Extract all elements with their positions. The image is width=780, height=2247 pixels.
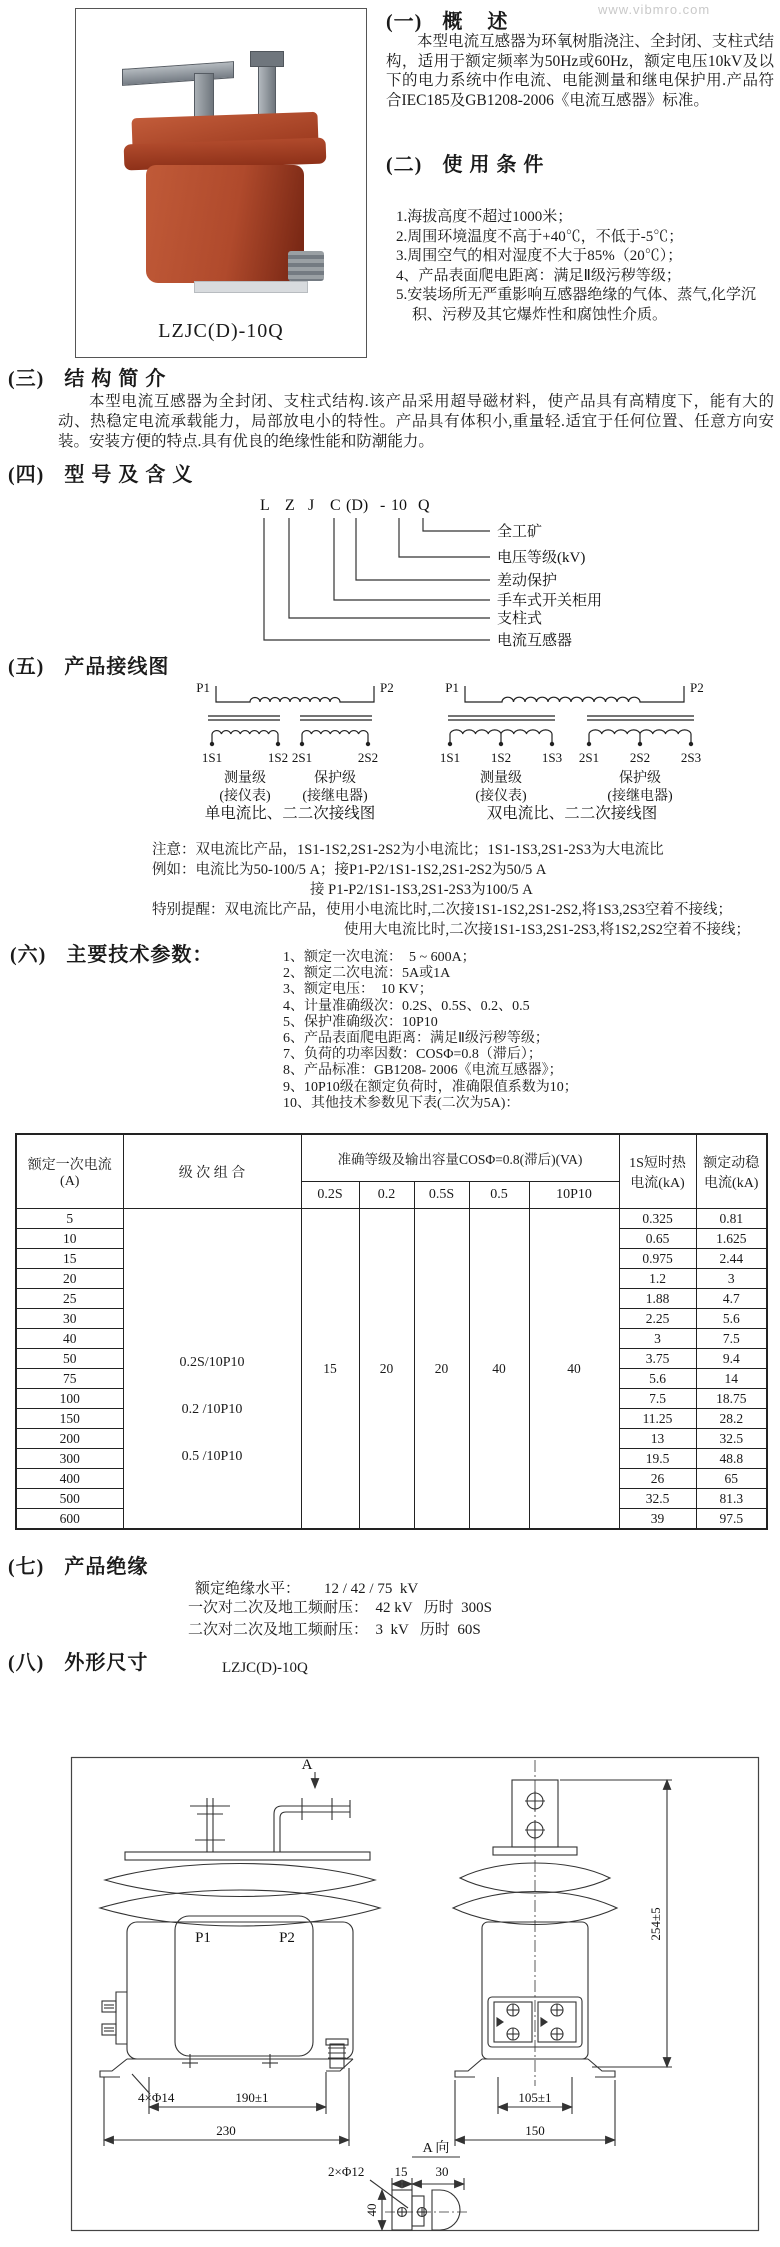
photo-base-plate — [194, 281, 308, 293]
spec-table — [15, 1133, 768, 1530]
cell-dyn: 1.625 — [696, 1229, 767, 1249]
section-dimensions-num: (八) — [8, 1652, 45, 1674]
combo-line: 0.2 /10P10 — [181, 1401, 243, 1417]
section-overview-heading — [386, 5, 508, 34]
section-wiring-num: (五) — [8, 656, 45, 678]
table-header-row — [16, 1134, 767, 1182]
wiring-notes — [152, 840, 778, 940]
combo-line: 0.2S/10P10 — [179, 1354, 245, 1370]
insulation-level-label: 额定绝缘水平： — [195, 1581, 301, 1597]
model-token: L — [260, 497, 270, 514]
measure-sub-label: (接仪表) — [219, 789, 271, 804]
wiring-note: 特别提醒：双电流比产品，使用小电流比时,二次接1S1-1S2,2S1-2S2,将1S3,2S3空着不接线； — [152, 902, 733, 918]
photo-terminal-clamp — [250, 51, 284, 67]
detail-title: A 向 — [422, 2141, 450, 2156]
section-wiring-title: 产品接线图 — [64, 656, 170, 678]
cell-dyn: 81.3 — [696, 1489, 767, 1509]
side-view — [453, 1760, 672, 2146]
cell-dyn: 7.5 — [696, 1329, 767, 1349]
p2-terminal-label: P2 — [279, 1930, 295, 1946]
cell-dyn: 18.75 — [696, 1389, 767, 1409]
wiring-note: 注意：双电流比产品，1S1-1S2,2S1-2S2为小电流比；1S1-1S3,2S1-2S3为大电流比 — [152, 842, 664, 858]
protect-sub-label: (接继电器) — [302, 789, 368, 804]
cell-dyn: 3 — [696, 1269, 767, 1289]
cell-heat: 32.5 — [619, 1489, 696, 1509]
section-model-heading — [8, 458, 193, 487]
wiring-note: 接 P1-P2/1S1-1S3,2S1-2S3为100/5 A — [310, 882, 533, 898]
cell-current: 50 — [16, 1349, 123, 1369]
cell-current: 30 — [16, 1309, 123, 1329]
terminal-label: 1S1 — [439, 750, 461, 765]
terminal-label: 1S2 — [490, 750, 512, 765]
dim-105: 105±1 — [518, 2090, 552, 2105]
insulation-line1: 一次对二次及地工频耐压： 42 kV 历时 300S — [188, 1600, 492, 1616]
terminal-label: 1S3 — [541, 750, 563, 765]
measure-sub-label: (接仪表) — [475, 789, 527, 804]
cell-heat: 2.25 — [619, 1309, 696, 1329]
cell-dyn: 28.2 — [696, 1409, 767, 1429]
cell-capacity: 40 — [469, 1209, 529, 1530]
cell-heat: 7.5 — [619, 1389, 696, 1409]
measure-label: 测量级 — [224, 771, 266, 786]
terminal-label: 2S2 — [357, 750, 379, 765]
header-text: 1S短时热 — [629, 1155, 686, 1171]
cell-heat: 26 — [619, 1469, 696, 1489]
watermark: www.vibmro.com — [598, 2, 711, 17]
dual-ratio-primary — [448, 686, 694, 742]
model-label: 手车式开关柜用 — [497, 593, 603, 609]
photo-caption: LZJC(D)-10Q — [158, 320, 284, 342]
section-structure-num: (三) — [8, 368, 45, 390]
outline-drawing — [70, 1756, 760, 2232]
section-conditions-heading — [386, 148, 544, 177]
wiring-note: 例如：电流比为50-100/5 A；接P1-P2/1S1-1S2,2S1-2S2为50/5 A — [152, 862, 547, 878]
cell-heat: 39 — [619, 1509, 696, 1530]
header-text: (A) — [60, 1173, 80, 1189]
overview-paragraph: 本型电流互感器为环氧树脂浇注、全封闭、支柱式结构，适用于额定频率为50Hz或60Hz，额定电压10kV及以下的电力系统中作电流、电能测量和继电保护用.产品符合IEC185及GB1208-2006《电流互感器》标准。 — [386, 33, 774, 109]
terminal-label: 1S2 — [267, 750, 289, 765]
detail-view-labels — [328, 2140, 449, 2217]
cell-capacity: 15 — [301, 1209, 359, 1530]
header-class: 0.5 — [469, 1182, 529, 1209]
model-token: C — [330, 497, 341, 514]
cell-current: 25 — [16, 1289, 123, 1309]
p1-label: P1 — [196, 680, 210, 695]
param-item: 2、额定二次电流：5A或1A — [283, 966, 451, 982]
cell-heat: 1.88 — [619, 1289, 696, 1309]
condition-item: 4、产品表面爬电距离：满足Ⅱ级污秽等级； — [396, 267, 681, 284]
cell-current: 100 — [16, 1389, 123, 1409]
model-token: Q — [418, 497, 430, 514]
header-class: 0.5S — [414, 1182, 469, 1209]
param-item: 8、产品标准：GB1208- 2006《电流互感器》； — [283, 1063, 563, 1079]
product-photo-box — [75, 8, 367, 358]
param-item: 6、产品表面爬电距离：满足Ⅱ级污秽等级； — [283, 1031, 549, 1047]
protect-label: 保护级 — [314, 771, 356, 786]
model-token: (D) — [346, 497, 369, 514]
section-overview-num: (一) — [386, 11, 423, 33]
header-rated-dynamic — [696, 1134, 767, 1209]
cell-heat: 3.75 — [619, 1349, 696, 1369]
cell-dyn: 0.81 — [696, 1209, 767, 1229]
cell-heat: 19.5 — [619, 1449, 696, 1469]
dual-ratio-labels — [440, 680, 704, 822]
model-code-diagram — [250, 494, 780, 654]
header-text: 额定一次电流 — [27, 1157, 112, 1173]
cell-current: 150 — [16, 1409, 123, 1429]
condition-item: 3.周围空气的相对湿度不大于85%（20℃）； — [396, 248, 683, 265]
model-label: 支柱式 — [497, 611, 543, 627]
cell-current: 200 — [16, 1429, 123, 1449]
model-code-tokens — [260, 497, 430, 514]
model-token: Z — [285, 497, 295, 514]
param-item: 4、计量准确级次：0.2S、0.5S、0.2、0.5 — [283, 998, 530, 1014]
condition-item: 5.安装场所无严重影响互感器绝缘的气体、蒸气,化学沉积、污秽及其它爆炸性和腐蚀性介质。 — [396, 287, 757, 323]
cell-dyn: 97.5 — [696, 1509, 767, 1530]
param-item: 10、其他技术参数见下表(二次为5A)： — [283, 1095, 520, 1111]
model-label: 电流互感器 — [497, 633, 573, 649]
single-ratio-terminal-dots — [210, 742, 370, 746]
cell-dyn: 5.6 — [696, 1309, 767, 1329]
section-structure-title: 结 构 简 介 — [64, 368, 167, 390]
cell-dyn: 4.7 — [696, 1289, 767, 1309]
p1-terminal-label: P1 — [195, 1930, 211, 1946]
cell-heat: 3 — [619, 1329, 696, 1349]
model-token: - — [380, 497, 386, 514]
cell-capacity: 20 — [359, 1209, 414, 1530]
p2-label: P2 — [380, 680, 394, 695]
model-label: 全工矿 — [497, 524, 543, 540]
front-view-labels — [138, 1757, 313, 2138]
cell-dyn: 48.8 — [696, 1449, 767, 1469]
params-list — [283, 950, 773, 1112]
protect-label: 保护级 — [619, 771, 661, 786]
dim-230: 230 — [216, 2123, 236, 2138]
conditions-list — [396, 208, 774, 326]
table-row — [16, 1209, 767, 1229]
cell-current: 10 — [16, 1229, 123, 1249]
terminal-label: 2S3 — [680, 750, 702, 765]
section-insulation-heading — [8, 1550, 148, 1579]
cell-heat: 5.6 — [619, 1369, 696, 1389]
photo-bottom-hardware — [288, 251, 324, 281]
header-text: 电流(kA) — [630, 1175, 685, 1191]
cell-dyn: 65 — [696, 1469, 767, 1489]
cell-heat: 1.2 — [619, 1269, 696, 1289]
terminal-label: 2S2 — [629, 750, 651, 765]
header-class: 0.2 — [359, 1182, 414, 1209]
wiring-note: 使用大电流比时,二次接1S1-1S3,2S1-2S3,将1S2,2S2空着不接线； — [344, 922, 751, 938]
section-insulation-num: (七) — [8, 1556, 45, 1578]
cell-heat: 0.325 — [619, 1209, 696, 1229]
cell-heat: 0.65 — [619, 1229, 696, 1249]
cell-current: 300 — [16, 1449, 123, 1469]
section-insulation-title: 产品绝缘 — [64, 1556, 149, 1578]
dim-15: 15 — [394, 2164, 408, 2179]
condition-item: 1.海拔高度不超过1000米； — [396, 209, 573, 225]
dim-190: 190±1 — [235, 2090, 269, 2105]
model-token: J — [308, 497, 315, 514]
cell-dyn: 14 — [696, 1369, 767, 1389]
cell-current: 75 — [16, 1369, 123, 1389]
measure-label: 测量级 — [480, 771, 522, 786]
dimensions-model-label: LZJC(D)-10Q — [222, 1660, 308, 1676]
section-params-heading — [10, 938, 213, 967]
section-overview-title: 概 述 — [442, 11, 509, 33]
section-dimensions-title: 外形尺寸 — [64, 1652, 149, 1674]
cell-current: 500 — [16, 1489, 123, 1509]
p1-label: P1 — [445, 680, 459, 695]
section-conditions-num: (二) — [386, 154, 423, 176]
param-item: 9、10P10级在额定负荷时，准确限值系数为10； — [283, 1079, 578, 1095]
single-ratio-caption: 单电流比、二二次接线图 — [204, 805, 376, 822]
model-label: 差动保护 — [497, 573, 558, 589]
dim-holes-front: 4×Φ14 — [138, 2090, 175, 2105]
cell-capacity: 40 — [529, 1209, 619, 1530]
detail-view — [370, 2157, 470, 2230]
photo-body — [146, 165, 304, 283]
model-token: 10 — [391, 497, 407, 514]
insulation-level-value: 12 / 42 / 75 kV — [324, 1581, 419, 1597]
header-class: 10P10 — [529, 1182, 619, 1209]
single-ratio-primary — [208, 686, 374, 742]
section-wiring-heading — [8, 650, 169, 679]
cell-current: 15 — [16, 1249, 123, 1269]
cell-current: 600 — [16, 1509, 123, 1530]
header-class: 0.2S — [301, 1182, 359, 1209]
terminal-label: 2S1 — [291, 750, 313, 765]
cell-dyn: 32.5 — [696, 1429, 767, 1449]
section-params-title: 主要技术参数： — [66, 944, 214, 966]
single-ratio-labels — [196, 680, 393, 822]
section-structure-heading — [8, 362, 166, 391]
cell-dyn: 9.4 — [696, 1349, 767, 1369]
section-params-num: (六) — [10, 944, 47, 966]
dim-254: 254±5 — [648, 1907, 663, 1941]
photo-bracket-left-arm — [122, 61, 234, 86]
header-short-time-thermal — [619, 1134, 696, 1209]
param-item: 5、保护准确级次：10P10 — [283, 1014, 438, 1030]
terminal-label: 2S1 — [578, 750, 600, 765]
cell-heat: 13 — [619, 1429, 696, 1449]
header-text: 额定动稳 — [703, 1155, 760, 1171]
header-rated-primary-current — [16, 1134, 123, 1209]
cell-heat: 0.975 — [619, 1249, 696, 1269]
combo-line: 0.5 /10P10 — [181, 1448, 243, 1464]
wiring-diagrams — [150, 676, 710, 824]
dim-150: 150 — [525, 2123, 545, 2138]
model-code-labels — [497, 523, 602, 649]
param-item: 1、额定一次电流： 5 ~ 600A； — [283, 950, 476, 965]
param-item: 3、额定电压： 10 KV； — [283, 982, 433, 998]
header-text: 电流(kA) — [704, 1175, 759, 1191]
cell-current: 5 — [16, 1209, 123, 1229]
cell-capacity: 20 — [414, 1209, 469, 1530]
insulation-line2: 二次对二次及地工频耐压： 3 kV 历时 60S — [188, 1622, 481, 1638]
cell-class-combos — [123, 1209, 301, 1530]
dim-holes-detail: 2×Φ12 — [328, 2164, 365, 2179]
cell-current: 20 — [16, 1269, 123, 1289]
section-dimensions-heading — [8, 1646, 148, 1675]
side-view-labels — [518, 1907, 663, 2138]
header-accuracy-output-group: 准确等级及输出容量COSΦ=0.8(滞后)(VA) — [301, 1134, 619, 1182]
header-class-combination: 级 次 组 合 — [123, 1134, 301, 1209]
dim-30: 30 — [435, 2164, 449, 2179]
section-model-num: (四) — [8, 464, 45, 486]
cell-current: 400 — [16, 1469, 123, 1489]
cell-dyn: 2.44 — [696, 1249, 767, 1269]
dual-ratio-terminal-dots — [448, 742, 693, 746]
model-label: 电压等级(kV) — [497, 550, 586, 566]
cell-heat: 11.25 — [619, 1409, 696, 1429]
dim-40: 40 — [364, 2203, 379, 2217]
view-arrow-label: A — [301, 1757, 313, 1773]
section-model-title: 型 号 及 含 义 — [64, 464, 194, 486]
p2-label: P2 — [690, 680, 704, 695]
section-conditions-title: 使 用 条 件 — [442, 154, 545, 176]
param-item: 7、负荷的功率因数：COSΦ=0.8（滞后）； — [283, 1047, 542, 1063]
condition-item: 2.周围环境温度不高于+40℃，不低于-5℃； — [396, 228, 684, 245]
protect-sub-label: (接继电器) — [607, 789, 673, 804]
cell-current: 40 — [16, 1329, 123, 1349]
model-code-lines — [264, 518, 490, 640]
terminal-label: 1S1 — [201, 750, 223, 765]
structure-paragraph: 本型电流互感器为全封闭、支柱式结构.该产品采用超导磁材料，使产品具有高精度下，能有大的动、热稳定电流承载能力，局部放电小的特性。产品具有体积小,重量轻.适宜于任何位置、任意方向安装。安装方便的特点.具有优良的绝缘性能和防潮能力。 — [58, 393, 774, 450]
dual-ratio-caption: 双电流比、二二次接线图 — [486, 805, 658, 822]
